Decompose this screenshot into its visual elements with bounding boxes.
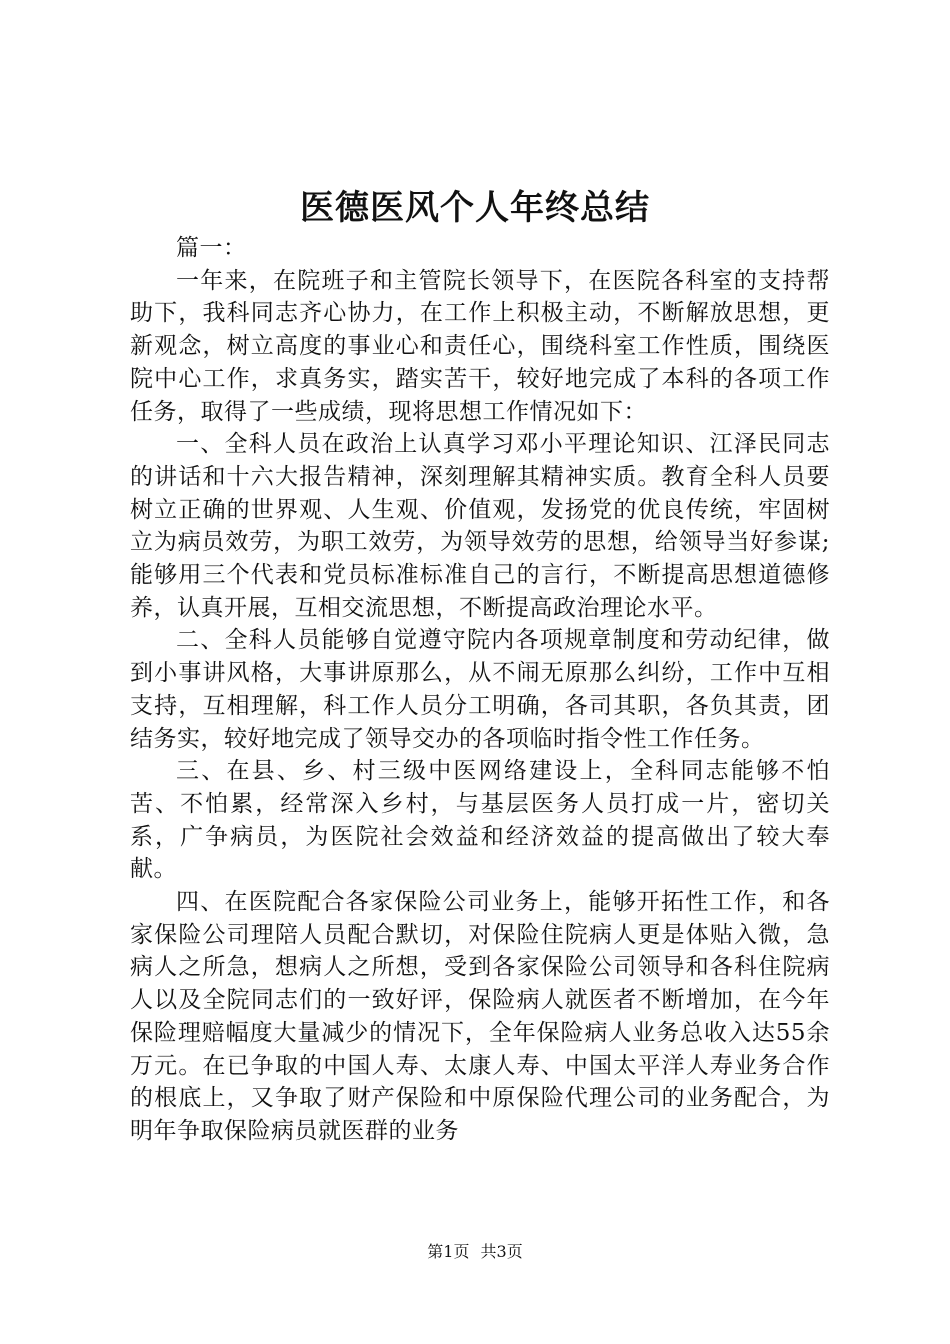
page-number: 第1页 <box>427 1242 470 1261</box>
document-body <box>130 232 830 1148</box>
page-footer <box>0 1242 950 1262</box>
paragraph-point-4: 四、在医院配合各家保险公司业务上，能够开拓性工作，和各家保险公司理陪人员配合默切，对保险住院病人更是体贴入微，急病人之所急，想病人之所想，受到各家保险公司领导和各科住院病人以及全院同志们的一致好评，保险病人就医者不断增加，在今年保险理赔幅度大量减少的情况下，全年保险病人业务总收入达55余万元。在已争取的中国人寿、太康人寿、中国太平洋人寿业务合作的根底上，又争取了财产保险和中原保险代理公司的业务配合，为明年争取保险病员就医群的业务 <box>130 889 830 1144</box>
page-total: 共3页 <box>480 1242 523 1261</box>
paragraph-section-label: 篇一： <box>176 235 247 261</box>
document-title: 医德医风个人年终总结 <box>300 188 650 228</box>
paragraph-point-2: 二、全科人员能够自觉遵守院内各项规章制度和劳动纪律，做到小事讲风格，大事讲原那么，从不闹无原那么纠纷，工作中互相支持，互相理解，科工作人员分工明确，各司其职，各负其责，团结务实，较好地完成了领导交办的各项临时指令性工作任务。 <box>130 627 830 752</box>
paragraph-point-3: 三、在县、乡、村三级中医网络建设上，全科同志能够不怕苦、不怕累，经常深入乡村，与基层医务人员打成一片，密切关系，广争病员，为医院社会效益和经济效益的提高做出了较大奉献。 <box>130 758 830 883</box>
paragraph-point-1: 一、全科人员在政治上认真学习邓小平理论知识、江泽民同志的讲话和十六大报告精神，深刻理解其精神实质。教育全科人员要树立正确的世界观、人生观、价值观，发扬党的优良传统，牢固树立为病员效劳，为职工效劳，为领导效劳的思想，给领导当好参谋;能够用三个代表和党员标准标准自己的言行，不断提高思想道德修养，认真开展，互相交流思想，不断提高政治理论水平。 <box>130 431 830 621</box>
paragraph-intro: 一年来，在院班子和主管院长领导下，在医院各科室的支持帮助下，我科同志齐心协力，在工作上积极主动，不断解放思想，更新观念，树立高度的事业心和责任心，围绕科室工作性质，围绕医院中心工作，求真务实，踏实苦干，较好地完成了本科的各项工作任务，取得了一些成绩，现将思想工作情况如下： <box>130 267 830 425</box>
